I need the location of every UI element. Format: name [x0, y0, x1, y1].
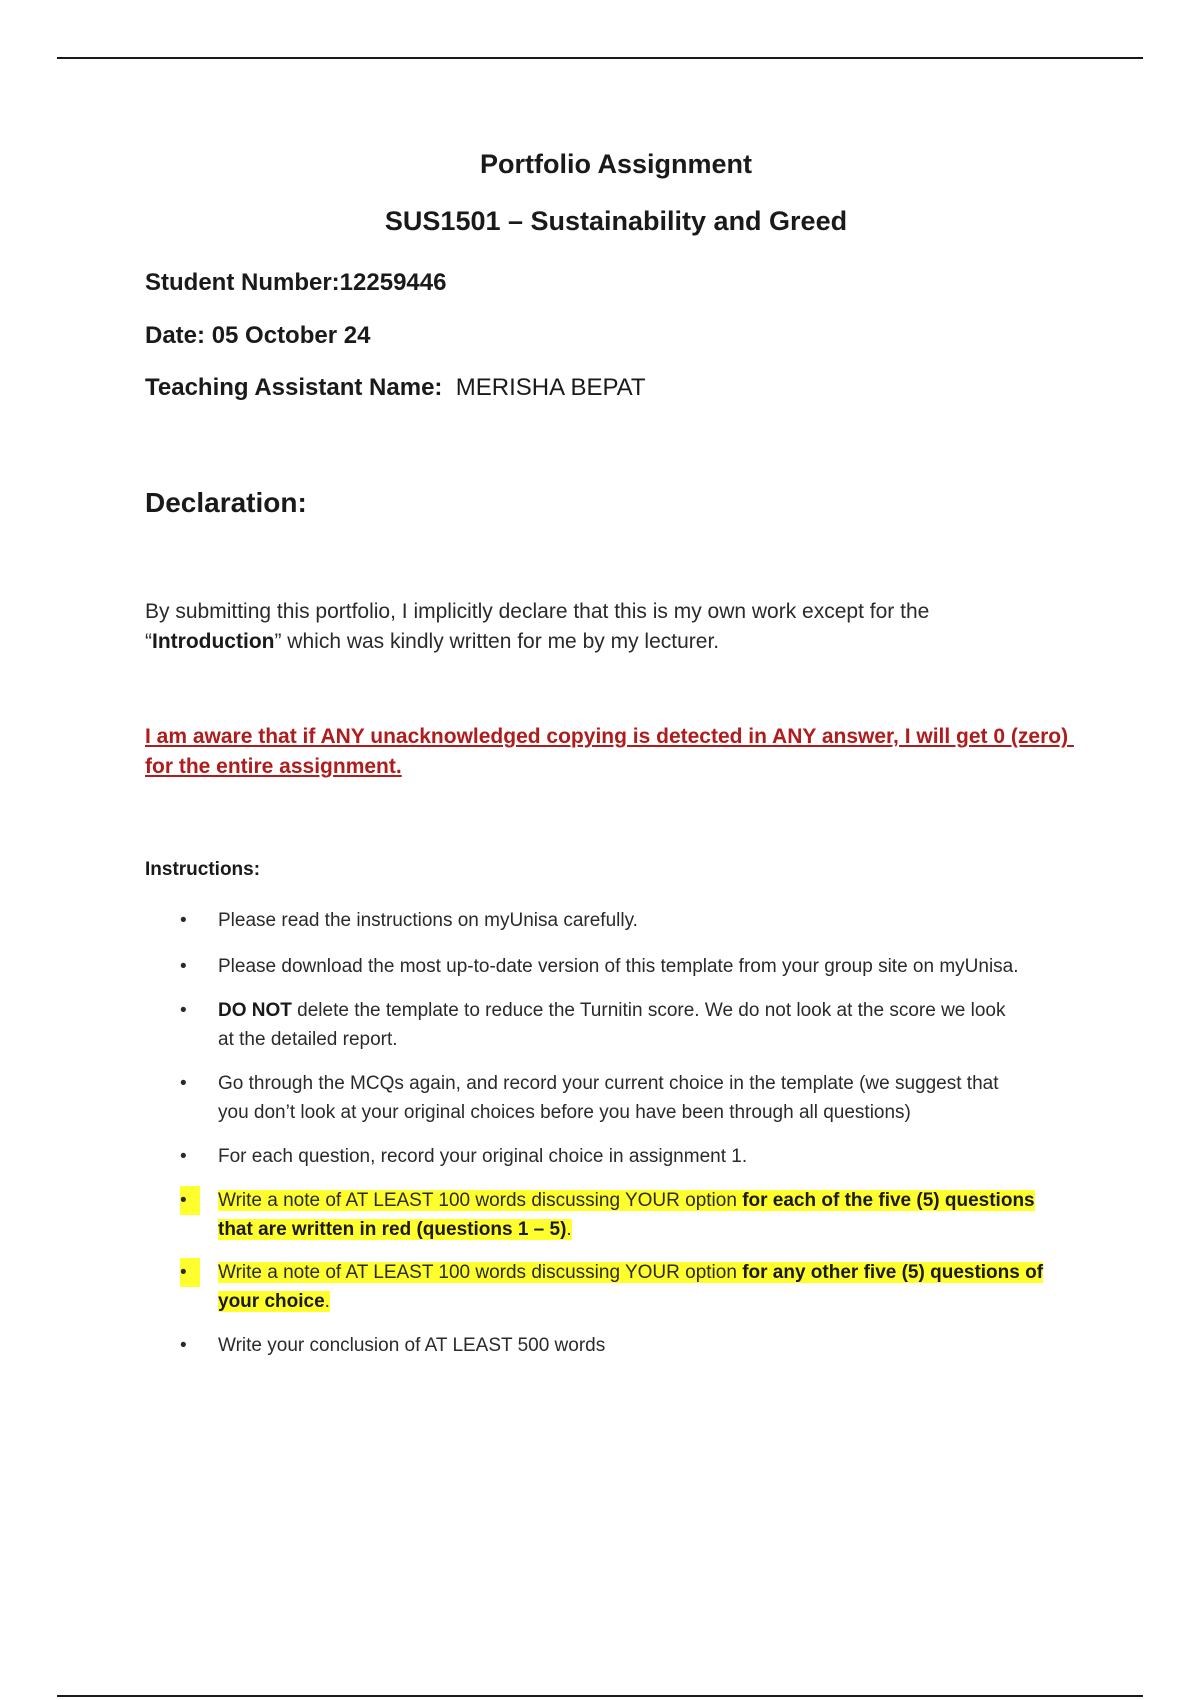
warning-line-1: I am aware that if ANY unacknowledged copying is detected in ANY answer, I will get 0 (zero): [145, 725, 1074, 748]
bullet-icon: •: [180, 910, 187, 931]
bullet-icon: •: [180, 1335, 187, 1356]
ta-value: MERISHA BEPAT: [455, 374, 646, 401]
list-item-text-line-2: you don’t look at your original choices before you have been through all questions): [218, 1102, 911, 1123]
bullet-icon: •: [180, 1186, 200, 1215]
list-item-text-line-2: at the detailed report.: [218, 1029, 398, 1050]
declaration-line-2: [145, 627, 1095, 657]
teaching-assistant-line: [145, 374, 646, 402]
declaration-paragraph: [145, 597, 1095, 657]
student-number-value: 12259446: [339, 269, 447, 296]
bullet-icon: •: [180, 1258, 200, 1287]
list-item-bold-line-2: your choice: [218, 1291, 325, 1312]
warning-line-2: for the entire assignment.: [145, 755, 402, 778]
introduction-bold: Introduction: [152, 630, 275, 653]
student-number-line: [145, 269, 446, 297]
list-item-text-rest: delete the template to reduce the Turnitin score. We do not look at the score we look: [291, 1000, 1006, 1021]
list-item-text: Please read the instructions on myUnisa carefully.: [218, 910, 638, 931]
do-not-bold: DO NOT: [218, 1000, 292, 1021]
list-item-text: [218, 1186, 1100, 1244]
plagiarism-warning: [145, 722, 1095, 782]
list-item-text: For each question, record your original choice in assignment 1.: [218, 1146, 748, 1167]
list-item-text-line-1: Go through the MCQs again, and record your current choice in the template (we suggest that: [218, 1073, 999, 1094]
bullet-icon: •: [180, 956, 187, 977]
bullet-icon: •: [180, 1146, 187, 1167]
date-line: [145, 322, 370, 350]
bottom-rule: [57, 1695, 1143, 1697]
top-rule: [57, 57, 1143, 59]
date-label: Date:: [145, 322, 212, 349]
list-item-bold: for any other five (5) questions of: [742, 1262, 1044, 1283]
open-quote: “: [145, 630, 152, 653]
bullet-icon: •: [180, 1000, 187, 1021]
list-item-end: .: [324, 1291, 330, 1312]
ta-label: Teaching Assistant Name:: [145, 374, 456, 401]
list-item-text: [218, 1069, 1100, 1127]
list-item-text: [218, 996, 1100, 1054]
list-item-text-start: Write a note of AT LEAST 100 words discussing YOUR option: [218, 1262, 743, 1283]
list-item-end: .: [566, 1219, 572, 1240]
list-item-bold-line-2: that are written in red (questions 1 – 5): [218, 1219, 567, 1240]
declaration-line-1: By submitting this portfolio, I implicitly declare that this is my own work except for the: [145, 600, 930, 623]
list-item-text: Write your conclusion of AT LEAST 500 words: [218, 1335, 606, 1356]
student-number-label: Student Number:: [145, 269, 340, 296]
instructions-heading: Instructions:: [145, 859, 261, 880]
list-item-text: Please download the most up-to-date version of this template from your group site on myUnisa.: [218, 956, 1019, 977]
page-subtitle: SUS1501 – Sustainability and Greed: [384, 206, 848, 236]
declaration-line-2-rest: ” which was kindly written for me by my lecturer.: [274, 630, 720, 653]
list-item-bold: for each of the five (5) questions: [742, 1190, 1035, 1211]
bullet-icon: •: [180, 1073, 187, 1094]
declaration-heading: Declaration:: [145, 487, 307, 518]
list-item-text: [218, 1258, 1100, 1316]
list-item-text-start: Write a note of AT LEAST 100 words discussing YOUR option: [218, 1190, 743, 1211]
page-title: Portfolio Assignment: [479, 149, 752, 179]
date-value: 05 October 24: [211, 322, 371, 349]
